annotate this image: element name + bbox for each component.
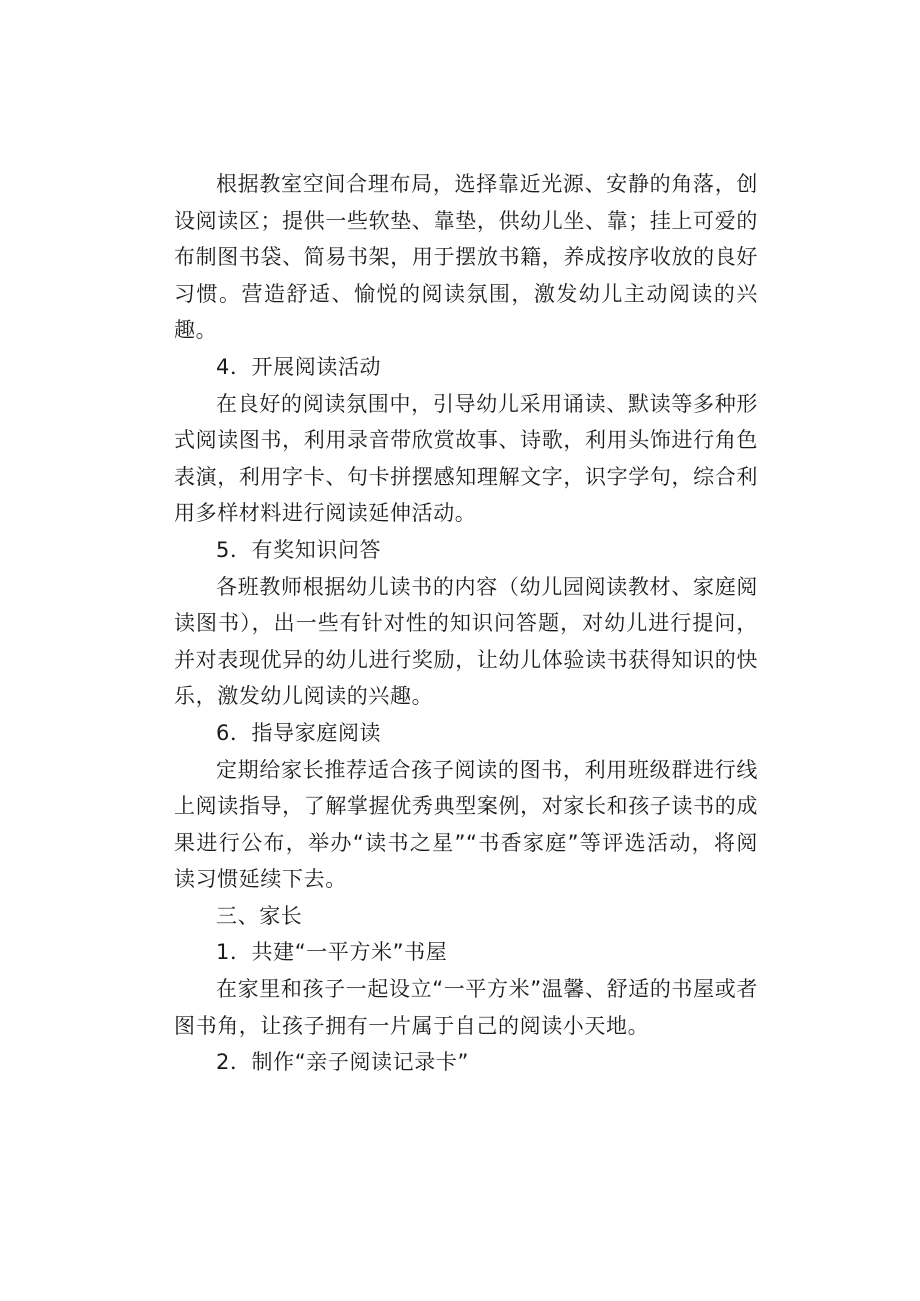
heading-reading-record-card: 2．制作“亲子阅读记录卡” <box>216 1050 469 1075</box>
paragraph-family-reading: 定期给家长推荐适合孩子阅读的图书，利用班级群进行线上阅读指导，了解掌握优秀典型案例，对家长和孩子读书的成果进行公布，举办“读书之星”“书香家庭”等评选活动，将阅读习惯延续下去。 <box>174 757 758 892</box>
paragraph-reading-activities: 在良好的阅读氛围中，引导幼儿采用诵读、默读等多种形式阅读图书，利用录音带欣赏故事、诗歌，利用头饰进行角色表演，利用字卡、句卡拼摆感知理解文字，识字学句，综合利用多样材料进行阅读延伸活动。 <box>174 391 758 526</box>
paragraph-reading-area: 根据教室空间合理布局，选择靠近光源、安静的角落，创设阅读区；提供一些软垫、靠垫，供幼儿坐、靠；挂上可爱的布制图书袋、简易书架，用于摆放书籍，养成按序收放的良好习惯。营造舒适、愉悦的阅读氛围，激发幼儿主动阅读的兴趣。 <box>174 172 758 343</box>
heading-quiz: 5．有奖知识问答 <box>216 537 382 562</box>
paragraph-quiz: 各班教师根据幼儿读书的内容（幼儿园阅读教材、家庭阅读图书），出一些有针对性的知识问答题，对幼儿进行提问，并对表现优异的幼儿进行奖励，让幼儿体验读书获得知识的快乐，激发幼儿阅读的兴趣。 <box>174 574 758 709</box>
paragraph-book-corner: 在家里和孩子一起设立“一平方米”温馨、舒适的书屋或者图书角，让孩子拥有一片属于自己的阅读小天地。 <box>174 977 758 1038</box>
heading-family-reading: 6．指导家庭阅读 <box>216 720 382 745</box>
heading-book-corner: 1．共建“一平方米”书屋 <box>216 940 448 965</box>
section-heading-parents: 三、家长 <box>216 903 303 928</box>
heading-reading-activities: 4．开展阅读活动 <box>216 354 382 379</box>
document-body <box>174 166 758 1081</box>
